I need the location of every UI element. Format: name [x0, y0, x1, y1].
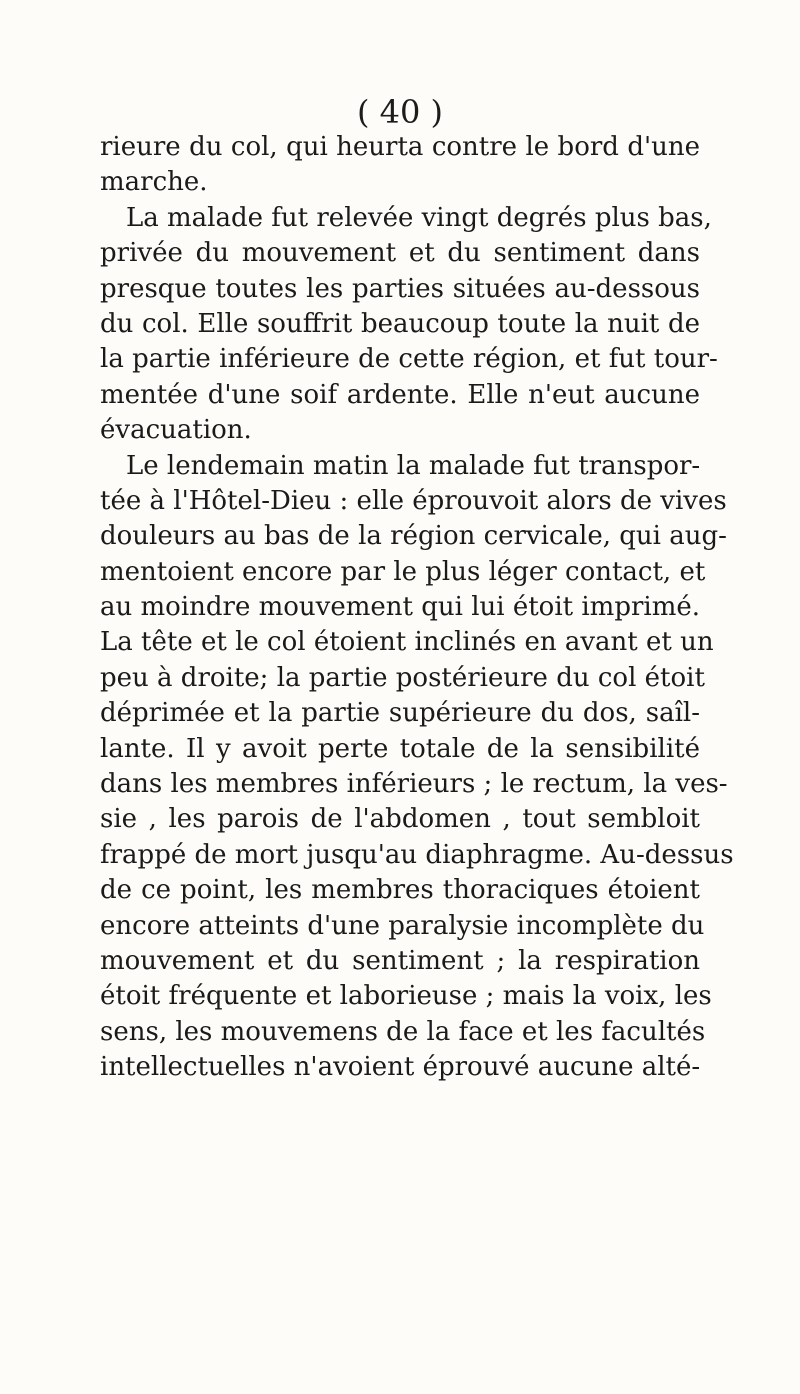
text-line: évacuation.: [100, 415, 252, 446]
text-line: privée du mouvement et du sentiment dans: [100, 238, 700, 269]
text-line: Le lendemain matin la malade fut transpor-: [126, 450, 701, 481]
text-line: La tête et le col étoient inclinés en avant et un: [100, 627, 714, 658]
text-line: lante. Il y avoit perte totale de la sensibilité: [100, 733, 700, 764]
text-line: au moindre mouvement qui lui étoit imprimé.: [100, 592, 701, 623]
text-line: mouvement et du sentiment ; la respiration: [100, 945, 700, 976]
text-line: mentoient encore par le plus léger contact, et: [100, 556, 706, 587]
text-line: tée à l'Hôtel-Dieu : elle éprouvoit alors de vives: [100, 485, 727, 516]
text-line: sens, les mouvemens de la face et les facultés: [100, 1016, 706, 1047]
text-line: peu à droite; la partie postérieure du col étoit: [100, 662, 705, 693]
text-line: sie , les parois de l'abdomen , tout sembloit: [100, 804, 700, 835]
text-line: mentée d'une soif ardente. Elle n'eut aucune: [100, 379, 700, 410]
text-line: douleurs au bas de la région cervicale, qui aug-: [100, 521, 727, 552]
text-line: de ce point, les membres thoraciques étoient: [100, 875, 700, 906]
body-text: [100, 130, 734, 1086]
text-line: étoit fréquente et laborieuse ; mais la voix, les: [100, 981, 712, 1012]
text-line: frappé de mort jusqu'au diaphragme. Au-dessus: [100, 839, 734, 870]
text-line: encore atteints d'une paralysie incomplète du: [100, 910, 705, 941]
text-line: rieure du col, qui heurta contre le bord d'une: [100, 132, 700, 162]
text-line: La malade fut relevée vingt degrés plus bas,: [126, 202, 712, 233]
text-line: déprimée et la partie supérieure du dos, saîl-: [100, 698, 700, 729]
page-number: ( 40 ): [356, 93, 444, 131]
text-line: presque toutes les parties situées au-dessous: [100, 273, 700, 304]
text-line: marche.: [100, 167, 208, 198]
text-line: la partie inférieure de cette région, et fut tour-: [100, 344, 718, 375]
text-line: intellectuelles n'avoient éprouvé aucune alté-: [100, 1052, 701, 1083]
text-line: du col. Elle souffrit beaucoup toute la nuit de: [100, 308, 700, 339]
text-line: dans les membres inférieurs ; le rectum, la ves-: [100, 769, 728, 800]
